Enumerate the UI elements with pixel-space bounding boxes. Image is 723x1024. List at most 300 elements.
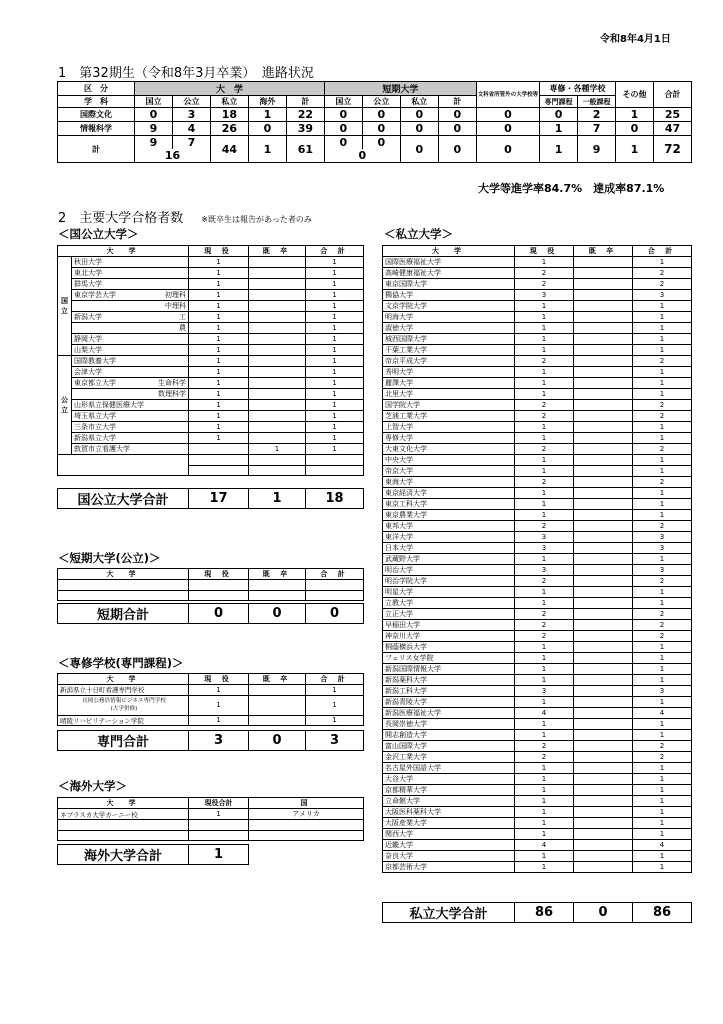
total-graduate: 0 — [249, 731, 306, 751]
cell — [306, 455, 364, 466]
university-name: 大東文化大学 — [383, 444, 515, 455]
header-university: 大 学 — [383, 246, 515, 257]
cell: 1 — [189, 334, 249, 345]
university-name: フェリス女学院 — [383, 653, 515, 664]
cell: 1 — [633, 499, 692, 510]
cell — [574, 620, 633, 631]
header-total: 合 計 — [306, 569, 364, 580]
table-row — [383, 411, 692, 422]
cell: 1 — [189, 411, 249, 422]
university-name: 関西大学 — [383, 829, 515, 840]
cell: 3 — [515, 290, 574, 301]
cell — [574, 488, 633, 499]
cell — [574, 532, 633, 543]
cell — [574, 301, 633, 312]
cell — [574, 323, 633, 334]
table-row — [383, 697, 692, 708]
header-total: 合 計 — [633, 246, 692, 257]
university-name: 立教大学 — [383, 598, 515, 609]
cell: 2 — [633, 356, 692, 367]
cell — [249, 345, 306, 356]
cell — [574, 675, 633, 686]
cell: 1 — [189, 685, 249, 696]
table-row — [383, 609, 692, 620]
total-current: 1 — [189, 845, 249, 865]
cell: 1 — [515, 598, 574, 609]
cell: 1 — [633, 334, 692, 345]
cell: 2 — [578, 108, 616, 122]
table-row — [58, 312, 364, 323]
header-current-total: 現役合計 — [189, 798, 249, 809]
cell — [574, 664, 633, 675]
cell: 2 — [633, 576, 692, 587]
cell: 1 — [633, 367, 692, 378]
table-row — [383, 400, 692, 411]
cell — [574, 466, 633, 477]
issue-date: 令和8年4月1日 — [600, 34, 671, 45]
career-summary-table — [57, 81, 692, 163]
university-name — [72, 422, 189, 433]
cell — [574, 422, 633, 433]
cell: 1 — [633, 862, 692, 873]
cell: 1 — [616, 136, 654, 163]
country: アメリカ — [249, 809, 364, 820]
cell: 1 — [515, 301, 574, 312]
cell: 1 — [515, 829, 574, 840]
university-label: 秋田大学 — [74, 258, 102, 266]
university-name: 明海大学 — [383, 312, 515, 323]
cell: 1 — [515, 763, 574, 774]
rates: 大学等進学率84.7% 達成率87.1% — [478, 182, 665, 195]
university-name: 中央大学 — [383, 455, 515, 466]
university-name: 帝京大学 — [383, 466, 515, 477]
table-row — [383, 477, 692, 488]
junior-college-title: ＜短期大学(公立)＞ — [58, 551, 161, 565]
cell: 1 — [633, 763, 692, 774]
cell — [574, 565, 633, 576]
cell: 1 — [633, 653, 692, 664]
header-ippan: 一般課程 — [578, 96, 616, 108]
table-row — [383, 554, 692, 565]
table-row — [58, 367, 364, 378]
table-row — [383, 433, 692, 444]
university-name: 新潟工科大学 — [383, 686, 515, 697]
cell: 1 — [515, 730, 574, 741]
cell — [249, 268, 306, 279]
cell: 9 — [135, 122, 173, 136]
cell: 1 — [306, 323, 364, 334]
cell: 1 — [189, 290, 249, 301]
university-name: 奈良大学 — [383, 851, 515, 862]
header-university: 大 学 — [135, 82, 325, 96]
table-row — [383, 752, 692, 763]
cell: 2 — [633, 521, 692, 532]
cell: 1 — [306, 389, 364, 400]
cell: 2 — [633, 741, 692, 752]
total-sum: 0 — [306, 604, 364, 624]
university-name: 新潟薬科大学 — [383, 675, 515, 686]
cell: 1 — [515, 499, 574, 510]
university-label: 三条市立大学 — [74, 423, 116, 431]
cell: 1 — [515, 510, 574, 521]
cell: 0 — [400, 122, 438, 136]
cell: 1 — [515, 697, 574, 708]
header-overseas: 海外 — [248, 96, 286, 108]
cell: 3 — [172, 108, 210, 122]
cell — [574, 752, 633, 763]
header-university: 大 学 — [58, 674, 189, 685]
cell: 0 — [324, 149, 400, 163]
cell: 3 — [633, 543, 692, 554]
table-row — [383, 807, 692, 818]
cell: 1 — [515, 664, 574, 675]
table-row — [58, 279, 364, 290]
table-row — [383, 587, 692, 598]
cell — [574, 598, 633, 609]
university-name: 文京学院大学 — [383, 301, 515, 312]
university-name: 国学院大学 — [383, 400, 515, 411]
header-graduate: 既 卒 — [249, 674, 306, 685]
university-name — [72, 367, 189, 378]
table-row — [383, 829, 692, 840]
cell: 2 — [515, 268, 574, 279]
cell: 1 — [189, 715, 249, 726]
university-name: 京都精華大学 — [383, 785, 515, 796]
junior-college-table — [57, 568, 364, 601]
cell: 1 — [306, 312, 364, 323]
cell — [189, 444, 249, 455]
university-name: 大谷大学 — [383, 774, 515, 785]
cell: 2 — [515, 620, 574, 631]
total-sum: 86 — [633, 903, 692, 923]
cell: 1 — [515, 642, 574, 653]
cell: 1 — [515, 466, 574, 477]
header-subtotal: 計 — [286, 96, 324, 108]
cell: 1 — [633, 796, 692, 807]
university-name: 富山国際大学 — [383, 741, 515, 752]
total-label: 短期合計 — [58, 604, 189, 624]
table-row — [383, 521, 692, 532]
cell: 1 — [515, 818, 574, 829]
university-label: 東京都立大学 — [74, 379, 116, 387]
cell: 0 — [324, 108, 362, 122]
cell — [574, 499, 633, 510]
university-label: 会津大学 — [74, 368, 102, 376]
cell: 3 — [515, 565, 574, 576]
cell — [249, 334, 306, 345]
university-name: 新潟国際情報大学 — [383, 664, 515, 675]
cell: 1 — [189, 389, 249, 400]
total-current: 86 — [515, 903, 574, 923]
cell — [574, 741, 633, 752]
overseas-total-table — [57, 844, 249, 865]
cell: 1 — [515, 554, 574, 565]
dept-name: 国際文化 — [58, 108, 135, 122]
cell — [249, 411, 306, 422]
cell: 0 — [362, 136, 400, 150]
cell: 2 — [515, 521, 574, 532]
table-row — [58, 715, 364, 726]
cell — [249, 279, 306, 290]
cell: 1 — [189, 356, 249, 367]
header-university: 大 学 — [58, 246, 189, 257]
university-label: 静岡大学 — [74, 335, 102, 343]
university-label: 新潟大学 — [74, 313, 102, 321]
cell: 0 — [616, 122, 654, 136]
cell — [574, 378, 633, 389]
table-row — [383, 334, 692, 345]
school-name: 晴陵リハビリテーション学院 — [58, 715, 189, 726]
private-title: ＜私立大学＞ — [384, 227, 453, 241]
header-current: 現 役 — [189, 569, 249, 580]
header-current: 現 役 — [189, 246, 249, 257]
table-row — [58, 345, 364, 356]
cell — [189, 465, 249, 476]
table-row — [58, 444, 364, 455]
table-row — [383, 323, 692, 334]
cell: 9 — [135, 136, 173, 150]
cell: 3 — [633, 532, 692, 543]
table-row — [383, 312, 692, 323]
table-row — [58, 323, 364, 334]
table-row — [383, 774, 692, 785]
cell: 3 — [515, 532, 574, 543]
cell — [574, 477, 633, 488]
cell — [574, 785, 633, 796]
table-row — [58, 695, 364, 715]
cell: 1 — [306, 685, 364, 696]
header-total: 合 計 — [306, 674, 364, 685]
table-row — [383, 345, 692, 356]
cell: 4 — [633, 708, 692, 719]
table-row — [383, 444, 692, 455]
overseas-title: ＜海外大学＞ — [58, 779, 127, 793]
university-name: 東洋大学 — [383, 532, 515, 543]
cell: 0 — [135, 108, 173, 122]
table-row — [383, 664, 692, 675]
cell: 1 — [515, 796, 574, 807]
cell — [574, 763, 633, 774]
header-graduate: 既 卒 — [249, 246, 306, 257]
cell — [574, 312, 633, 323]
table-row — [58, 455, 364, 466]
university-name: 立命館大学 — [383, 796, 515, 807]
cell: 1 — [633, 257, 692, 268]
table-row — [383, 455, 692, 466]
header-graduate: 既 卒 — [249, 569, 306, 580]
cell: 1 — [515, 389, 574, 400]
table-row — [383, 290, 692, 301]
cell: 1 — [306, 279, 364, 290]
cell: 2 — [633, 400, 692, 411]
cell: 0 — [324, 136, 362, 150]
cell: 1 — [633, 466, 692, 477]
cell: 2 — [515, 631, 574, 642]
total-graduate: 0 — [574, 903, 633, 923]
cell — [249, 400, 306, 411]
university-name: 新潟青陵大学 — [383, 697, 515, 708]
header-jc-national: 国立 — [324, 96, 362, 108]
university-name: 上智大学 — [383, 422, 515, 433]
header-public: 公立 — [172, 96, 210, 108]
cell: 1 — [306, 444, 364, 455]
cell: 26 — [210, 122, 248, 136]
table-row — [383, 565, 692, 576]
university-name: 芝浦工業大学 — [383, 411, 515, 422]
cell — [306, 465, 364, 476]
group-public: 公立 — [58, 356, 72, 455]
cell: 1 — [633, 389, 692, 400]
cell: 0 — [540, 108, 578, 122]
school-name: 長岡公務員情報ビジネス専門学校 (大学併修) — [58, 695, 189, 715]
table-row — [383, 840, 692, 851]
header-country: 国 — [249, 798, 364, 809]
header-university: 大 学 — [58, 798, 189, 809]
header-senmon: 専門課程 — [540, 96, 578, 108]
cell — [574, 345, 633, 356]
cell: 61 — [286, 136, 324, 163]
cell: 1 — [189, 312, 249, 323]
university-name: 専修大学 — [383, 433, 515, 444]
cell — [249, 378, 306, 389]
table-row — [383, 653, 692, 664]
university-name — [72, 257, 189, 268]
cell: 1 — [515, 719, 574, 730]
table-row — [58, 108, 692, 122]
cell: 1 — [633, 642, 692, 653]
cell — [574, 455, 633, 466]
total-graduate: 0 — [249, 604, 306, 624]
table-row — [58, 389, 364, 400]
university-label: 国際教養大学 — [74, 357, 116, 365]
header-university: 大 学 — [58, 569, 189, 580]
header-jc-subtotal: 計 — [438, 96, 476, 108]
table-row — [383, 422, 692, 433]
cell: 2 — [633, 268, 692, 279]
cell: 1 — [515, 378, 574, 389]
cell: 4 — [515, 840, 574, 851]
table-row — [383, 268, 692, 279]
cell: 4 — [633, 840, 692, 851]
cell — [249, 323, 306, 334]
total-current: 3 — [189, 731, 249, 751]
cell — [574, 543, 633, 554]
cell: 1 — [306, 400, 364, 411]
private-table — [382, 245, 692, 873]
cell: 1 — [248, 108, 286, 122]
table-row — [383, 279, 692, 290]
cell — [574, 818, 633, 829]
cell — [249, 367, 306, 378]
cell — [574, 576, 633, 587]
header-junior-college: 短期大学 — [324, 82, 476, 96]
cell: 1 — [515, 422, 574, 433]
total-label: 専門合計 — [58, 731, 189, 751]
cell: 1 — [515, 807, 574, 818]
cell — [574, 807, 633, 818]
cell — [249, 312, 306, 323]
cell: 1 — [633, 455, 692, 466]
cell: 1 — [633, 664, 692, 675]
university-name: 神奈川大学 — [383, 631, 515, 642]
section2-title — [58, 207, 312, 226]
table-row — [383, 367, 692, 378]
cell — [574, 829, 633, 840]
cell: 1 — [306, 715, 364, 726]
university-name — [72, 400, 189, 411]
cell: 1 — [306, 367, 364, 378]
table-row — [383, 576, 692, 587]
cell: 1 — [306, 301, 364, 312]
cell: 1 — [633, 301, 692, 312]
cell: 1 — [306, 411, 364, 422]
university-name: 高崎健康福祉大学 — [383, 268, 515, 279]
cell: 3 — [633, 565, 692, 576]
cell — [249, 685, 306, 696]
university-name: 名古屋外国語大学 — [383, 763, 515, 774]
table-row — [383, 510, 692, 521]
cell: 0 — [476, 122, 539, 136]
cell: 1 — [633, 598, 692, 609]
cell: 1 — [515, 851, 574, 862]
faculty-label: 農 — [179, 324, 186, 332]
header-department: 学 科 — [58, 96, 135, 108]
cell: 1 — [515, 433, 574, 444]
table-row — [383, 796, 692, 807]
table-row — [383, 675, 692, 686]
total-current: 0 — [189, 604, 249, 624]
cell — [249, 455, 306, 466]
cell: 1 — [189, 345, 249, 356]
table-row — [58, 411, 364, 422]
cell — [574, 719, 633, 730]
university-name: 長岡崇徳大学 — [383, 719, 515, 730]
cell: 1 — [633, 697, 692, 708]
faculty-label: 工 — [179, 313, 186, 321]
cell: 1 — [633, 818, 692, 829]
cell: 2 — [515, 356, 574, 367]
cell: 1 — [306, 378, 364, 389]
cell: 0 — [248, 122, 286, 136]
table-row — [58, 268, 364, 279]
cell: 3 — [515, 686, 574, 697]
header-other: その他 — [616, 82, 654, 108]
university-name: 淑徳大学 — [383, 323, 515, 334]
faculty-label: 初理科 — [165, 291, 186, 299]
cell: 3 — [515, 543, 574, 554]
section1-title: 1 第32期生（令和8年3月卒業） 進路状況 — [58, 66, 314, 81]
cell — [574, 444, 633, 455]
cell: 0 — [438, 108, 476, 122]
cell — [249, 465, 306, 476]
school-name: ネブラスカ大学カーニー校 — [58, 809, 189, 820]
cell: 2 — [515, 741, 574, 752]
cell: 1 — [515, 587, 574, 598]
university-name — [72, 312, 189, 323]
university-name: 帝京平成大学 — [383, 356, 515, 367]
university-label: 新潟県立大学 — [74, 434, 116, 442]
cell: 1 — [633, 510, 692, 521]
cell: 1 — [515, 367, 574, 378]
total-current: 17 — [189, 489, 249, 509]
table-row — [383, 862, 692, 873]
table-row — [58, 122, 692, 136]
cell: 1 — [189, 367, 249, 378]
cell — [574, 334, 633, 345]
cell: 1 — [189, 400, 249, 411]
cell: 25 — [653, 108, 691, 122]
cell: 2 — [515, 279, 574, 290]
